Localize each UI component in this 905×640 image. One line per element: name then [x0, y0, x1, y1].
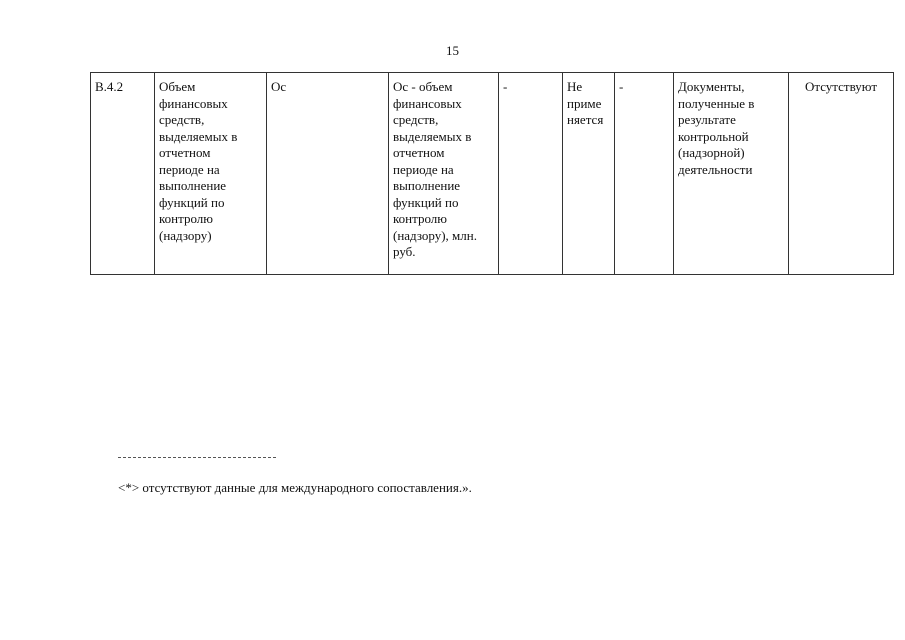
indicator-table	[90, 72, 894, 275]
cell-code: В.4.2	[91, 73, 155, 275]
footnote-divider	[118, 457, 276, 458]
cell-applicability: Не приме няется	[563, 73, 615, 275]
cell-dash-2: -	[615, 73, 674, 275]
cell-status: Отсутствуют	[789, 73, 894, 275]
page-number: 15	[446, 43, 459, 58]
footnote-text: <*> отсутствуют данные для международного сопоставления.».	[118, 480, 472, 495]
cell-indicator: Объем финансовых средств, выделяемых в отчетном периоде на выполнение функций по контролю (надзору)	[155, 73, 267, 275]
table-row	[91, 73, 894, 275]
cell-definition: Ос - объем финансовых средств, выделяемых в отчетном периоде на выполнение функций по контролю (надзору), млн. руб.	[389, 73, 499, 275]
cell-symbol: Ос	[267, 73, 389, 275]
cell-dash-1: -	[499, 73, 563, 275]
cell-source: Документы, полученные в результате контрольной (надзорной) деятельности	[674, 73, 789, 275]
